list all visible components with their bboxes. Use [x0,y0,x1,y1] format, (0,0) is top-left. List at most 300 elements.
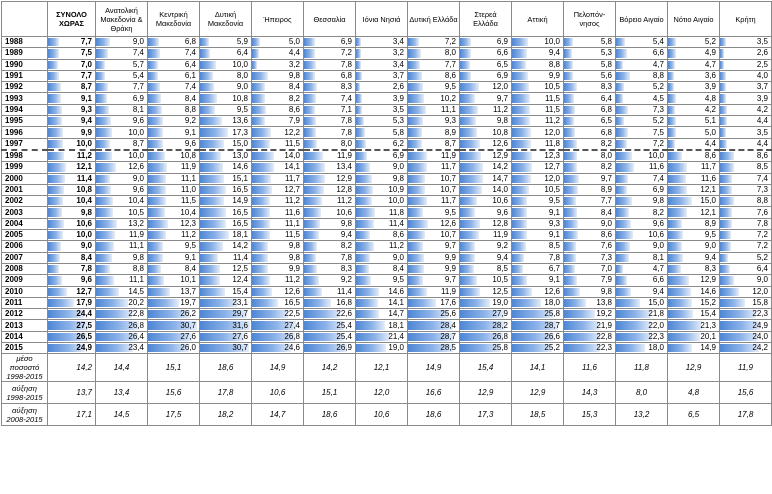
value-text: 27,4 [284,320,300,330]
value-cell [304,138,356,150]
data-bar [96,254,112,262]
value-cell [564,150,616,162]
value-text: 9,5 [548,196,560,206]
value-text: 24,2 [752,343,768,353]
data-bar [720,72,726,80]
data-bar [408,140,422,148]
summary-value: 14,1 [512,354,564,382]
value-text: 9,6 [184,138,196,148]
value-text: 10,8 [180,151,196,161]
data-bar [148,49,160,57]
data-bar [720,276,734,284]
value-text: 9,5 [444,207,456,217]
data-bar [304,197,322,205]
value-cell [96,343,148,354]
data-bar [148,38,159,46]
value-cell [720,116,772,127]
value-text: 22,8 [596,331,612,341]
value-cell [564,82,616,93]
value-text: 9,9 [288,264,300,274]
value-text: 5,8 [600,37,612,47]
data-bar [668,208,687,216]
data-bar [616,38,625,46]
data-bar [668,310,693,318]
data-bar [460,208,475,216]
value-text: 11,9 [441,151,456,161]
summary-value: 14,3 [564,382,616,404]
value-text: 6,5 [600,116,612,126]
value-cell [48,127,96,138]
value-text: 13,4 [336,162,352,172]
value-text: 5,2 [756,252,768,262]
value-cell [668,59,720,70]
data-bar [148,242,163,250]
value-text: 10,4 [76,196,92,206]
value-cell [668,82,720,93]
value-text: 3,6 [704,71,716,81]
data-bar [564,231,578,239]
value-cell [356,173,408,184]
value-text: 4,8 [704,93,716,103]
value-text: 9,0 [704,241,716,251]
summary-value: 14,9 [408,354,460,382]
value-text: 6,5 [496,59,508,69]
value-cell [200,93,252,104]
value-text: 9,0 [132,37,144,47]
value-cell [200,286,252,297]
value-cell [512,252,564,263]
value-cell [200,275,252,286]
value-text: 13,8 [596,297,612,307]
value-text: 10,8 [232,93,248,103]
value-cell [96,218,148,229]
data-bar [96,128,112,136]
data-bar [616,72,630,80]
value-text: 9,0 [392,162,404,172]
value-text: 12,6 [492,138,508,148]
value-text: 3,7 [392,71,404,81]
value-cell [408,82,460,93]
value-cell [200,82,252,93]
unemployment-table [1,1,772,426]
value-cell [252,37,304,48]
data-bar [668,106,675,114]
value-cell [460,138,512,150]
value-cell [252,162,304,173]
data-bar [200,175,224,183]
value-cell [668,104,720,115]
data-bar [48,208,62,216]
table-row [2,82,772,93]
data-bar [356,231,370,239]
data-bar [564,152,577,160]
value-cell [668,150,720,162]
summary-value: 18,5 [512,404,564,426]
data-bar [668,140,675,148]
value-text: 7,2 [652,138,664,148]
summary-label: μέσο ποσοστό 1998-2015 [2,354,48,382]
value-text: 8,4 [80,252,92,262]
value-cell [148,207,200,218]
value-cell [148,286,200,297]
value-cell [616,48,668,59]
value-text: 9,8 [652,196,664,206]
data-bar [48,140,63,148]
data-bar [616,49,627,57]
value-text: 10,6 [492,196,508,206]
value-text: 8,2 [288,93,300,103]
value-cell [96,286,148,297]
value-cell [48,150,96,162]
value-text: 11,1 [129,241,144,251]
value-text: 28,7 [440,331,456,341]
value-text: 20,1 [700,331,716,341]
data-bar [668,117,676,125]
value-text: 14,0 [492,185,508,194]
value-text: 11,2 [285,196,300,206]
data-bar [616,254,629,262]
year-cell: 2013 [2,320,48,331]
value-text: 4,4 [288,48,300,58]
summary-label: αύξηση 1998-2015 [2,382,48,404]
value-cell [252,343,304,354]
summary-value: 8,0 [616,382,668,404]
value-text: 3,2 [288,59,300,69]
value-cell [200,196,252,207]
value-text: 8,2 [600,162,612,172]
data-bar [512,242,526,250]
value-text: 26,4 [128,331,144,341]
value-cell [96,196,148,207]
value-cell [460,263,512,274]
value-text: 7,3 [756,185,768,194]
value-text: 12,0 [752,286,768,296]
value-cell [200,173,252,184]
value-cell [304,263,356,274]
value-cell [720,70,772,81]
value-text: 12,7 [76,286,92,296]
value-cell [512,343,564,354]
value-text: 12,1 [700,207,716,217]
value-text: 9,7 [496,93,508,103]
value-text: 6,4 [184,59,196,69]
data-bar [96,276,114,284]
table-row [2,37,772,48]
value-cell [616,150,668,162]
value-text: 22,8 [128,309,144,319]
table-row [2,218,772,229]
data-bar [252,175,271,183]
value-cell [48,252,96,263]
data-bar [616,152,632,160]
value-text: 12,6 [128,162,144,172]
value-cell [48,70,96,81]
data-bar [616,94,623,102]
value-text: 9,1 [184,127,196,137]
value-text: 14,9 [700,343,716,353]
value-text: 30,7 [232,343,248,353]
value-text: 11,4 [76,173,92,183]
value-text: 4,7 [704,59,716,69]
value-text: 12,6 [544,286,560,296]
value-cell [48,218,96,229]
value-text: 26,2 [180,309,196,319]
value-cell [96,252,148,263]
year-cell: 2005 [2,230,48,241]
data-bar [356,61,361,69]
value-cell [200,162,252,173]
value-cell [252,116,304,127]
value-text: 7,7 [600,196,612,206]
summary-value: 13,2 [616,404,668,426]
data-bar [304,117,316,125]
value-cell [148,275,200,286]
value-cell [48,116,96,127]
value-text: 9,0 [236,82,248,92]
value-text: 11,2 [337,196,352,206]
value-text: 8,7 [132,138,144,148]
value-text: 8,2 [340,241,352,251]
value-cell [564,59,616,70]
value-text: 7,2 [340,48,352,58]
value-text: 10,6 [336,207,352,217]
value-text: 8,0 [340,138,352,148]
value-cell [668,320,720,331]
data-bar [252,254,268,262]
value-cell [304,104,356,115]
value-text: 21,4 [388,331,404,341]
value-text: 16,8 [336,297,352,307]
value-cell [48,104,96,115]
value-text: 7,3 [652,104,664,114]
data-bar [304,128,316,136]
data-bar [720,38,726,46]
year-cell: 2015 [2,343,48,354]
value-text: 21,8 [648,309,664,319]
value-text: 19,2 [596,309,612,319]
data-bar [512,38,528,46]
summary-value: 4,8 [668,382,720,404]
data-bar [616,208,629,216]
value-text: 24,0 [752,331,768,341]
value-cell [48,286,96,297]
value-cell [148,48,200,59]
value-cell [148,104,200,115]
value-text: 12,9 [492,151,508,161]
value-cell [356,82,408,93]
value-cell [668,184,720,195]
data-bar [408,208,423,216]
value-text: 7,4 [132,48,144,58]
value-text: 9,3 [80,104,92,114]
value-text: 28,5 [440,343,456,353]
data-bar [616,344,645,352]
value-cell [512,230,564,241]
data-bar [148,265,161,273]
value-text: 25,6 [440,309,456,319]
year-cell: 2002 [2,196,48,207]
data-bar [200,61,216,69]
data-bar [96,83,108,91]
value-text: 11,7 [441,196,456,206]
value-cell [48,230,96,241]
data-bar [96,117,111,125]
value-cell [720,173,772,184]
value-text: 8,3 [340,264,352,274]
value-cell [408,241,460,252]
value-text: 19,7 [180,297,196,307]
value-cell [564,263,616,274]
data-bar [48,163,66,171]
header-region-9: Στερεά Ελλάδα [460,2,512,37]
value-text: 5,2 [704,37,716,47]
data-bar [512,152,532,160]
value-text: 9,6 [132,185,144,194]
value-text: 10,8 [492,127,508,137]
value-cell [200,207,252,218]
value-cell [720,127,772,138]
value-cell [200,230,252,241]
value-text: 7,0 [600,264,612,274]
summary-row [2,354,772,382]
data-bar [48,197,63,205]
data-bar [356,197,372,205]
data-bar [408,152,427,160]
value-cell [720,343,772,354]
value-cell [356,196,408,207]
value-cell [356,48,408,59]
value-cell [408,230,460,241]
data-bar [356,152,367,160]
summary-row [2,382,772,404]
value-cell [512,184,564,195]
value-cell [408,343,460,354]
value-cell [304,218,356,229]
data-bar [252,231,270,239]
summary-value: 14,5 [96,404,148,426]
value-cell [460,162,512,173]
value-cell [148,184,200,195]
value-text: 3,4 [392,59,404,69]
value-text: 7,9 [600,275,612,285]
data-bar [200,220,226,228]
data-bar [564,175,579,183]
value-cell [668,127,720,138]
value-text: 16,5 [284,297,300,307]
summary-value: 17,8 [200,382,252,404]
data-bar [668,83,674,91]
data-bar [460,38,471,46]
value-cell [564,331,616,342]
value-cell [720,207,772,218]
value-cell [252,138,304,150]
value-cell [460,104,512,115]
value-text: 26,8 [492,331,508,341]
value-text: 15,4 [700,309,716,319]
header-region-1: ΣΥΝΟΛΟ ΧΩΡΑΣ [48,2,96,37]
value-text: 12,3 [544,151,560,161]
data-bar [512,49,527,57]
value-text: 26,8 [284,331,300,341]
data-bar [48,117,62,125]
data-bar [48,38,59,46]
value-text: 18,1 [388,320,404,330]
value-text: 12,1 [76,162,92,172]
data-bar [304,49,315,57]
value-text: 12,5 [232,264,248,274]
value-cell [720,286,772,297]
value-cell [668,93,720,104]
value-cell [668,196,720,207]
value-cell [460,150,512,162]
data-bar [720,231,731,239]
value-text: 7,1 [340,104,352,114]
value-text: 8,8 [652,71,664,81]
summary-value: 13,4 [96,382,148,404]
value-cell [616,70,668,81]
data-bar [512,186,529,194]
summary-value: 17,3 [460,404,512,426]
summary-value: 14,4 [96,354,148,382]
value-cell [252,331,304,342]
value-text: 9,3 [444,116,456,126]
data-bar [460,288,480,296]
value-text: 4,9 [704,48,716,58]
data-bar [148,299,179,307]
value-cell [252,196,304,207]
value-text: 6,4 [236,48,248,58]
table-row [2,162,772,173]
data-bar [48,152,64,160]
data-bar [304,175,325,183]
header-region-13: Νότιο Αιγαίο [668,2,720,37]
data-bar [252,299,278,307]
value-text: 4,4 [756,116,768,126]
value-cell [96,93,148,104]
value-text: 10,1 [180,275,196,285]
table-row [2,48,772,59]
value-text: 8,0 [444,48,456,58]
data-bar [252,163,274,171]
value-cell [616,138,668,150]
value-cell [48,162,96,173]
value-cell [720,196,772,207]
value-cell [356,286,408,297]
data-bar [460,231,479,239]
value-cell [96,297,148,308]
value-cell [564,320,616,331]
value-cell [96,37,148,48]
data-bar [148,175,166,183]
value-text: 4,7 [652,264,664,274]
value-text: 6,6 [652,48,664,58]
value-text: 8,3 [600,82,612,92]
value-text: 5,4 [132,71,144,81]
value-cell [252,241,304,252]
value-cell [148,309,200,320]
data-bar [200,186,226,194]
value-cell [616,93,668,104]
value-text: 14,6 [232,162,248,172]
data-bar [252,106,266,114]
value-text: 8,5 [496,264,508,274]
summary-value: 14,2 [48,354,96,382]
value-text: 8,8 [132,264,144,274]
data-bar [668,128,676,136]
data-bar [616,175,628,183]
value-cell [460,127,512,138]
value-cell [720,275,772,286]
